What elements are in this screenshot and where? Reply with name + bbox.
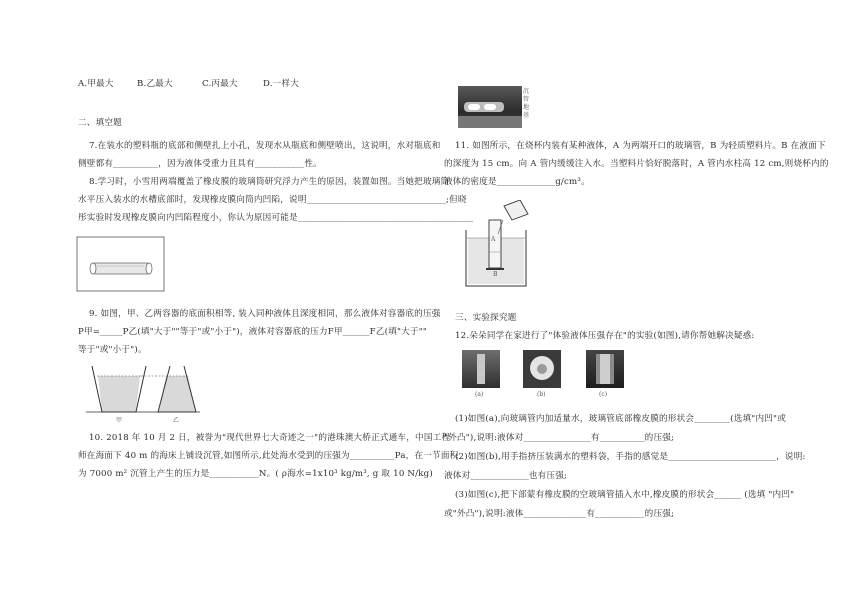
question-12-part-3a: (3)如图(c),把下部蒙有橡皮膜的空玻璃管插入水中,橡皮膜的形状会______ (选填 "内凹"	[455, 490, 795, 500]
section-title-experiment: 三、实验探究题	[455, 313, 517, 323]
option-d: D.一样大	[263, 79, 300, 89]
photo-a	[462, 350, 500, 388]
section-title-fill-in: 二、填空题	[78, 118, 122, 128]
photo-label-b: (b)	[537, 391, 546, 398]
label-yi: 乙	[173, 417, 180, 424]
label-a: A	[491, 236, 496, 243]
question-9-line-1: 9. 如图，甲、乙两容器的底面积相等, 装入同种液体且深度相同，那么液体对容器底的压强	[89, 309, 441, 319]
immersed-tube-photo	[458, 86, 522, 128]
question-10-line-2: 师在海面下 40 m 的海床上铺设沉管,如图所示,此处海水受到的压强为__________Pa，在一节面积	[78, 451, 459, 461]
option-a: A.甲最大	[78, 79, 114, 89]
beaker-tube-figure	[462, 200, 537, 290]
question-8-line-1: 8.学习时，小雪用两端覆盖了橡皮膜的玻璃筒研究浮力产生的原因，装置如图。当她把玻璃筒	[89, 177, 450, 187]
question-11-line-2: 的深度为 15 cm。向 A 管内缓缓注入水。当塑料片恰好脱落时，A 管内水柱高 12 cm,则烧杯内的	[444, 159, 829, 169]
question-10-line-1: 10. 2018 年 10 月 2 日，被誉为"现代世界七大奇迹之一"的港珠澳大桥正式通车，中国工程	[89, 433, 451, 443]
question-9-line-3: 等于"或"小于")。	[78, 345, 147, 355]
photo-label-a: (a)	[475, 391, 484, 398]
question-8-line-3: 彤实验时发现橡皮膜向内凹陷程度小，你认为原因可能是_______________________________________	[78, 213, 474, 223]
question-10-line-3: 为 7000 m² 沉管上产生的压力是___________N。( ρ海水=1x10³ kg/m³, g 取 10 N/kg)	[78, 469, 433, 479]
options-row	[78, 79, 300, 90]
photo-c	[586, 350, 624, 388]
question-7-line-2: 侧壁都有__________，因为液体受重力且具有___________性。	[78, 159, 322, 169]
two-containers-figure	[84, 364, 200, 426]
photo-caption: 沉管地基	[523, 88, 530, 119]
label-b: B	[493, 271, 498, 278]
question-12-part-2a: (2)如图(b),用手指挤压装满水的塑料袋，手指的感觉是________________________，说明:	[455, 452, 806, 462]
question-9-line-2: P甲=_____P乙(填"大于""等于"或"小于")，液体对容器底的压力F甲______F乙(填"大于""	[78, 327, 428, 337]
photo-b	[523, 350, 561, 388]
question-12-part-3b: 或"外凸"),说明:液体______________有___________的压强;	[444, 509, 675, 519]
option-b: B.乙最大	[137, 79, 173, 89]
question-11-line-3: 液体的密度是_____________g/cm³。	[444, 177, 590, 187]
label-jia: 甲	[116, 417, 123, 424]
photo-label-c: (c)	[599, 391, 608, 398]
option-c: C.丙最大	[202, 79, 238, 89]
question-12-part-1a: (1)如图(a),向玻璃管内加适量水，玻璃管底部橡皮膜的形状会________(选填"内凹"或	[455, 414, 786, 424]
question-12-part-2b: 液体对_____________也有压强;	[444, 471, 568, 481]
tube-in-tank-figure	[76, 236, 166, 293]
question-8-line-2: 水平压入装水的水槽底部时，发现橡皮膜向筒内凹陷，说明_______________________________;但晓	[78, 195, 467, 205]
question-12-part-1b: "外凸"),说明:液体对_______________有__________的压强;	[444, 433, 675, 443]
question-11-line-1: 11. 如图所示，在烧杯内装有某种液体，A 为两端开口的玻璃管，B 为轻质塑料片。B 在液面下	[455, 141, 826, 151]
question-12-line-1: 12.朵朵同学在家进行了"体验液体压强存在"的实验(如图),请你帮她解决疑惑:	[455, 331, 755, 341]
question-7-line-1: 7.在装水的塑料瓶的底部和侧壁扎上小孔，发现水从瓶底和侧壁喷出，这说明，水对瓶底和	[89, 141, 441, 151]
